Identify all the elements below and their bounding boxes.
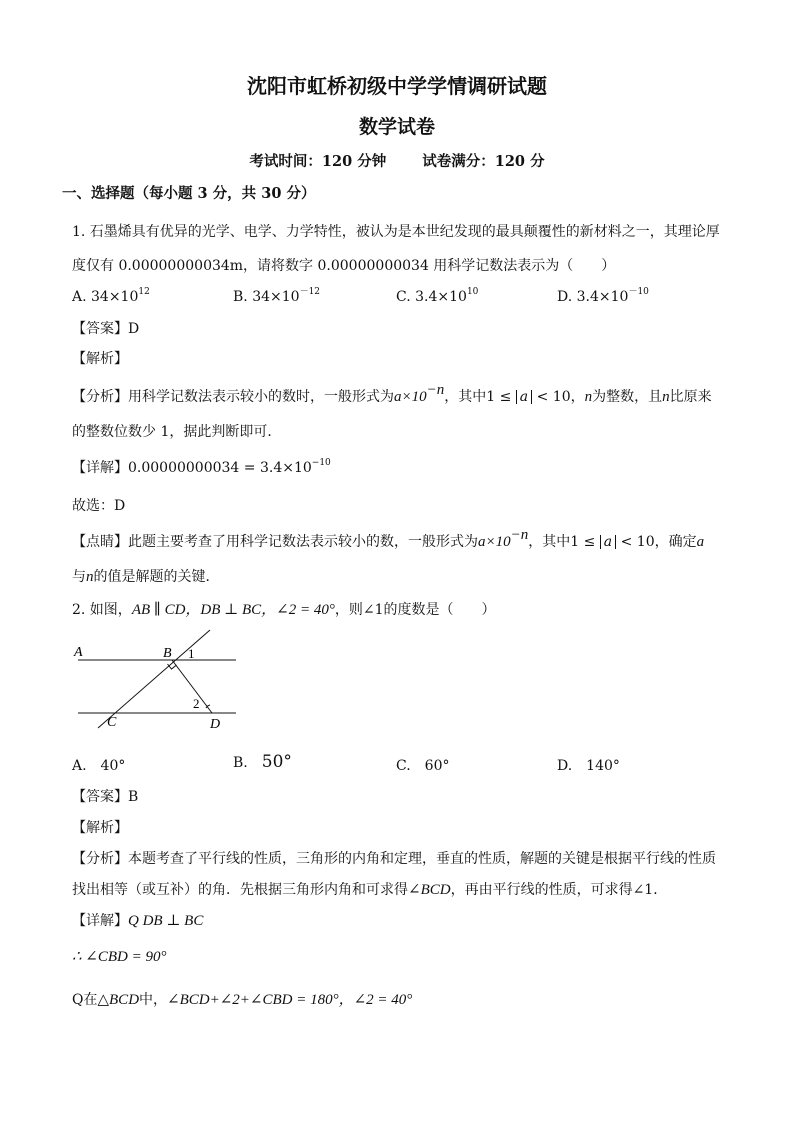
exam-info xyxy=(0,150,794,171)
q1-detail: 【详解】$0.00000000034 = 3.4\times 10^{-10}$ xyxy=(72,458,331,476)
label-b: B xyxy=(163,646,172,661)
q2-analysis-line1: 【分析】本题考查了平行线的性质，三角形的内角和定理，垂直的性质，解题的关键是根据平行线的性质 xyxy=(72,851,716,867)
q1-stem-line1: 1. 石墨烯具有优异的光学、电学、力学特性，被认为是本世纪发现的最具颠覆性的新材料之一，其理论厚 xyxy=(72,224,720,240)
school-title: 沈阳市虹桥初级中学学情调研试题 xyxy=(247,74,547,98)
q2-option-b: B. 50° xyxy=(233,752,292,772)
paper-title: 数学试卷 xyxy=(358,116,435,138)
q1-comment-line1: 【点睛】此题主要考查了用科学记数法表示较小的数，一般形式为$a\times 10^{-n}$，其中1 ≤ a < 10，确定a xyxy=(72,527,705,550)
q2-option-d: D. 140° xyxy=(557,758,620,774)
q2-option-c: C. 60° xyxy=(396,758,450,774)
q1-analysis-line2: 的整数位数少 1，据此判断即可． xyxy=(72,424,282,440)
q1-stem-line2: 度仅有 0.00000000034m，请将数字 0.00000000034 用科学记数法表示为（ ） xyxy=(72,258,616,274)
q1-option-c: C. $3.4\times 10^{10}$ xyxy=(396,287,479,305)
q2-answer: 【答案】B xyxy=(72,789,139,805)
exam-time: 考试时间：120 分钟 xyxy=(249,153,387,170)
q2-detail-line2: ∴ ∠CBD = 90° xyxy=(72,949,167,965)
q2-stem: 2. 如图，AB ∥ CD，DB ⊥ BC，∠2 = 40°，则∠1的度数是（ ） xyxy=(72,602,496,618)
q1-option-a: A. $34\times 10^{12}$ xyxy=(72,287,150,305)
geometry-figure xyxy=(70,624,250,734)
q1-choose: 故选：D xyxy=(72,498,126,514)
label-angle1: 1 xyxy=(188,646,195,661)
q1-answer: 【答案】D xyxy=(72,321,140,337)
q1-option-b: B. $34\times 10^{-12}$ xyxy=(233,287,321,305)
full-score: 试卷满分：120 分 xyxy=(422,153,545,170)
q2-detail-line3: Q在△BCD中，∠BCD+∠2+∠CBD = 180°，∠2 = 40° xyxy=(72,992,413,1008)
label-a: A xyxy=(74,645,83,660)
q1-analysis-label: 【解析】 xyxy=(72,351,128,367)
q2-detail-line1: 【详解】Q DB ⊥ BC xyxy=(72,913,204,929)
label-c: C xyxy=(107,715,117,730)
line-bd xyxy=(172,660,212,713)
q1-analysis-line1: 【分析】用科学记数法表示较小的数时，一般形式为$a\times 10^{-n}$，其中1 ≤ a < 10，n为整数，且n比原来 xyxy=(72,382,712,405)
label-d: D xyxy=(210,717,221,732)
q2-option-a: A. 40° xyxy=(72,758,126,774)
q1-comment-line2: 与n的值是解题的关键． xyxy=(72,569,220,585)
q1-option-d: D. $3.4\times 10^{-10}$ xyxy=(557,287,649,305)
section-heading: 一、选择题（每小题 3 分，共 30 分） xyxy=(62,185,316,202)
q2-analysis-line2: 找出相等（或互补）的角．先根据三角形内角和可求得∠BCD，再由平行线的性质，可求得∠1． xyxy=(72,882,668,898)
q2-analysis-label: 【解析】 xyxy=(72,820,128,836)
label-angle2: 2 xyxy=(193,696,200,711)
